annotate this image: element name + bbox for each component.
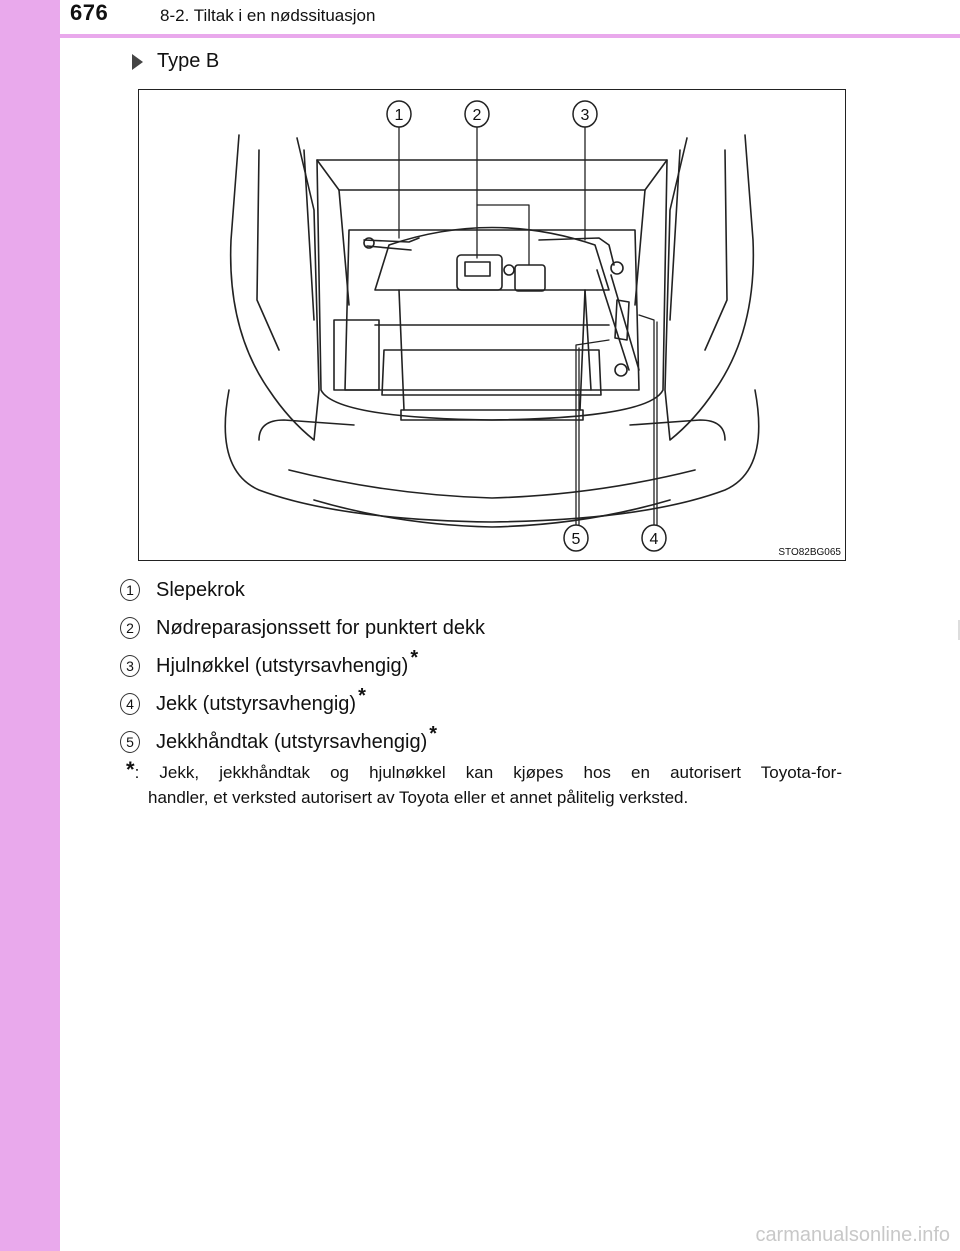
number-badge: 3 <box>120 655 140 677</box>
legend-text: Nødreparasjonssett for punktert dekk <box>156 616 486 639</box>
callout-num-5: 5 <box>571 531 581 548</box>
callout-num-4: 4 <box>649 531 659 548</box>
type-heading-text: Type B <box>157 50 220 72</box>
wheel-wrench <box>539 238 614 265</box>
jack <box>597 270 639 370</box>
trunk-floor <box>345 230 639 390</box>
bumper-lower <box>289 470 695 498</box>
callout-num-1: 1 <box>394 107 404 124</box>
callout-line-4 <box>639 315 654 535</box>
asterisk: * <box>429 722 438 745</box>
number-badge: 5 <box>120 731 140 753</box>
callout-num-3: 3 <box>580 107 590 124</box>
figure-code: STO82BG065 <box>778 547 841 558</box>
page-number: 676 <box>70 0 109 25</box>
header-rule <box>0 34 960 38</box>
callout-line-2b <box>477 205 529 265</box>
legend-item <box>120 686 487 722</box>
sidebar-band <box>0 0 60 1251</box>
type-heading <box>132 50 219 73</box>
callout-num-2: 2 <box>472 107 482 124</box>
section-title: 8-2. Tiltak i en nødssituasjon <box>160 6 376 25</box>
legend-item <box>120 724 487 760</box>
footnote-line-2: handler, et verksted autorisert av Toyota eller et annet pålitelig verksted. <box>148 788 689 807</box>
number-badge: 4 <box>120 693 140 715</box>
legend-text: Jekkhåndtak (utstyrsavhengig) <box>156 730 428 753</box>
footnote <box>126 757 842 810</box>
legend-item <box>120 648 487 684</box>
asterisk: * <box>358 684 366 707</box>
legend-list <box>120 572 487 762</box>
watermark-text: carmanualsonline.info <box>755 1224 950 1246</box>
asterisk: * <box>410 646 419 669</box>
legend-item <box>120 572 487 608</box>
legend-item <box>120 610 487 646</box>
number-badge: 2 <box>120 617 140 639</box>
trunk-illustration <box>138 89 846 561</box>
legend-text: Slepekrok <box>156 578 245 601</box>
triangle-bullet-icon <box>132 54 143 70</box>
number-badge: 1 <box>120 579 140 601</box>
legend-text: Hjulnøkkel (utstyrsavhengig) <box>156 654 409 677</box>
legend-text: Jekk (utstyrsavhengig) <box>156 692 357 715</box>
footnote-asterisk: * <box>126 757 135 782</box>
repair-kit <box>457 255 502 290</box>
footnote-line-1: : Jekk, jekkhåndtak og hjulnøkkel kan kjøpes hos en autorisert Toyota-for- <box>134 763 842 782</box>
